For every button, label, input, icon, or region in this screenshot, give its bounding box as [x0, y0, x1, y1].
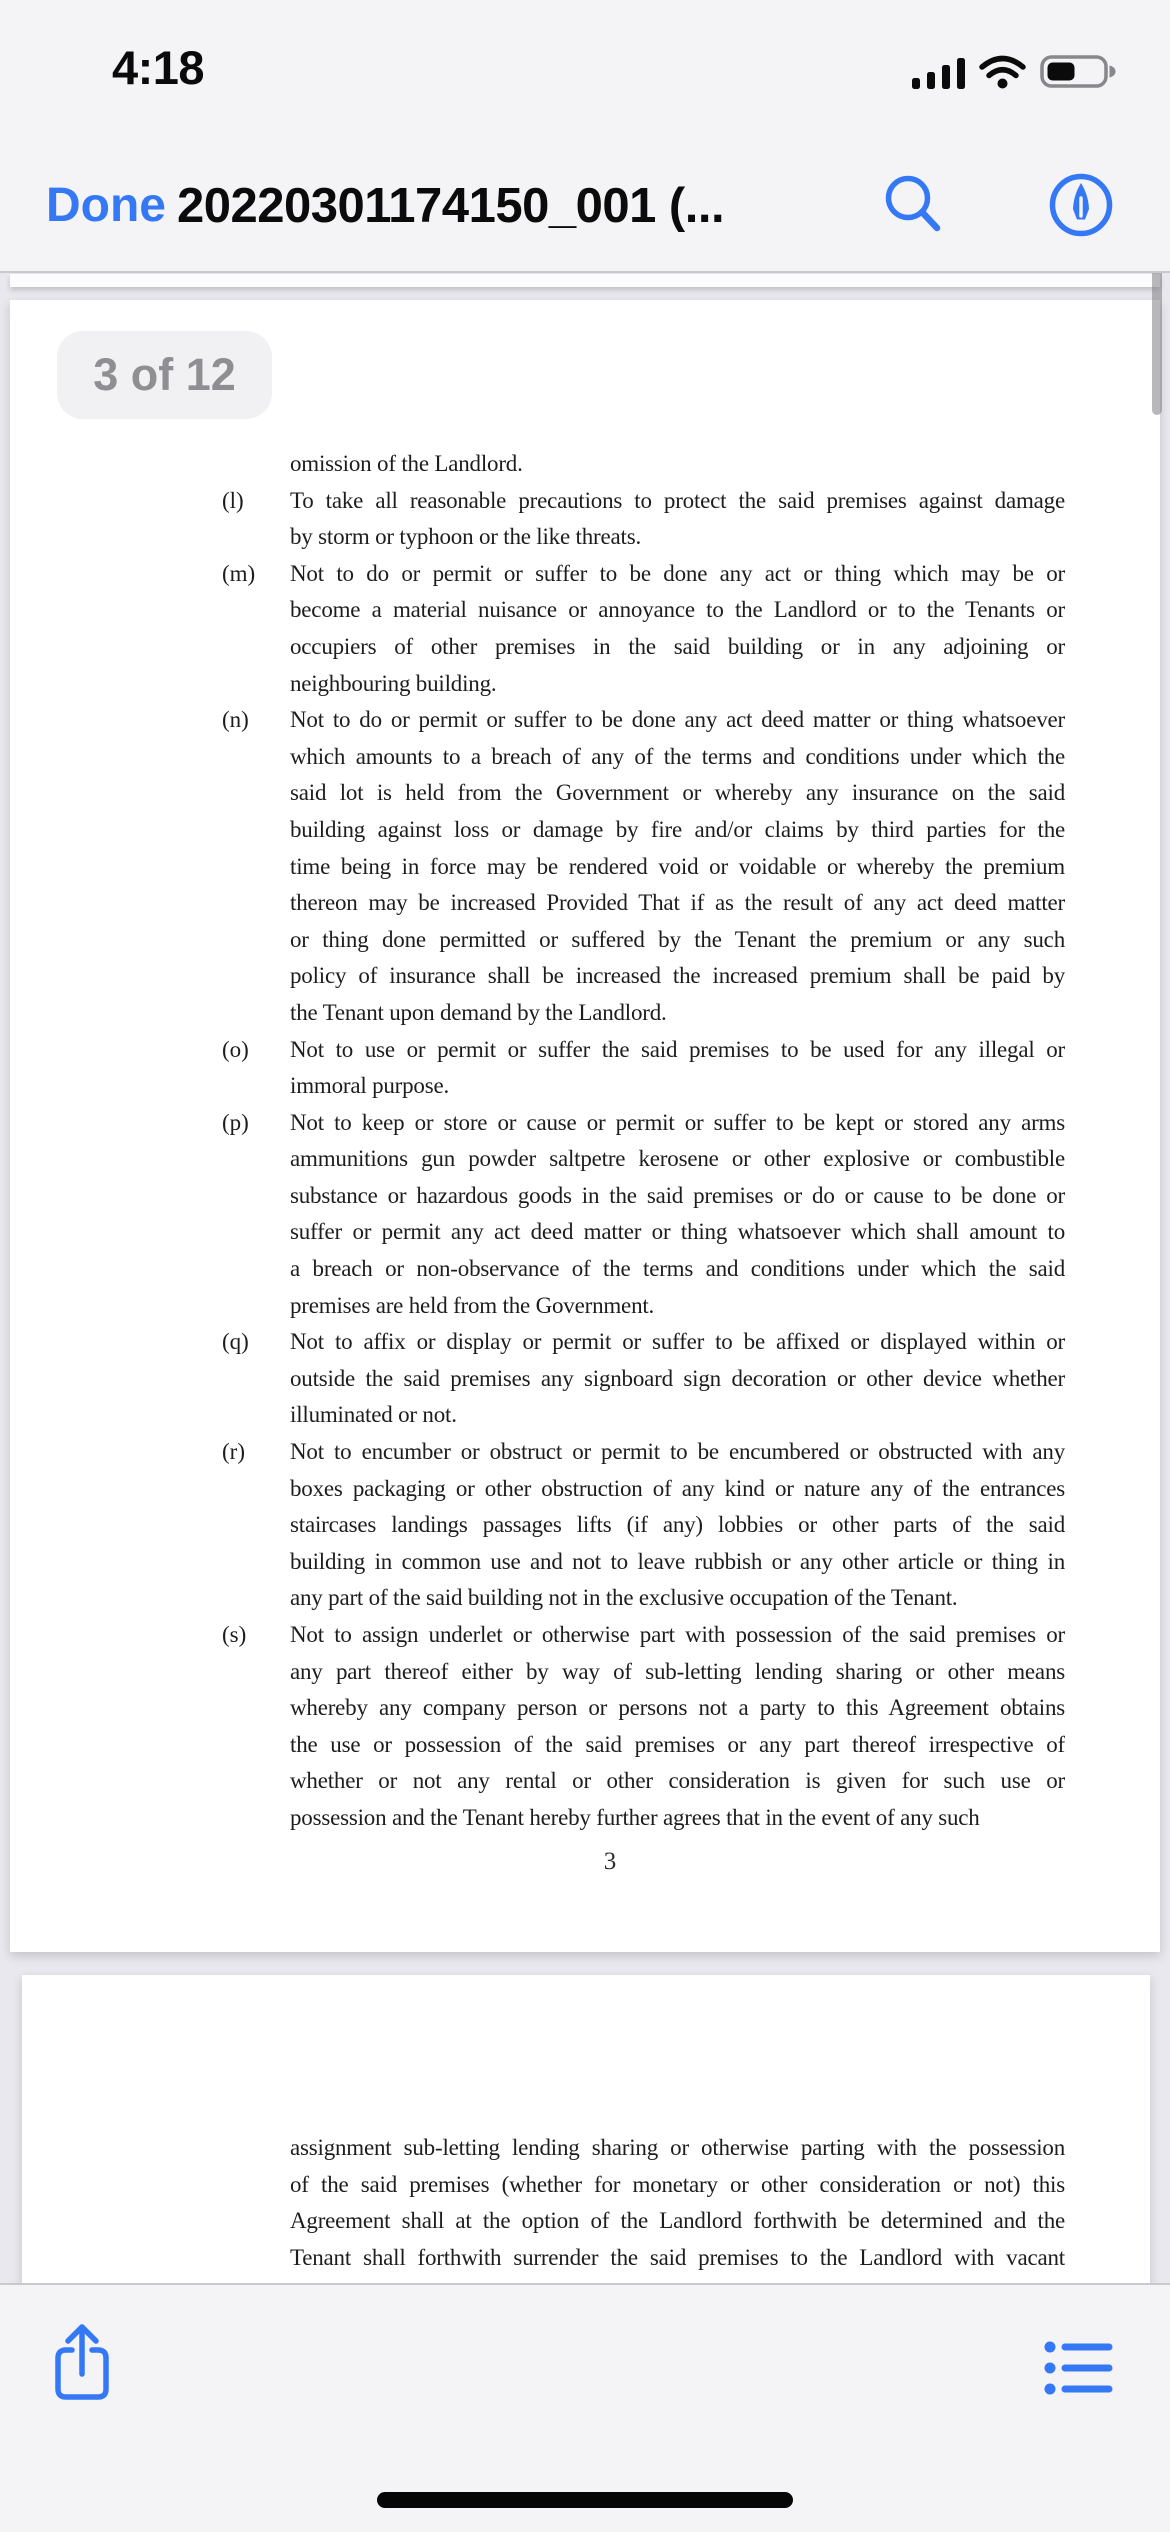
clause-label: (q) [222, 1329, 249, 1355]
clause-body [290, 1032, 1065, 1105]
document-text-line: or thing done permitted or suffered by the Tenant the premium or any such [290, 926, 1065, 952]
search-button[interactable] [878, 170, 950, 247]
document-text-line: of the said premises (whether for monetary or other consideration or not) this [290, 2171, 1065, 2197]
document-text-line: Not to affix or display or permit or suffer to be affixed or displayed within or [290, 1329, 1065, 1355]
clause-row [210, 702, 1065, 1031]
document-text-line: Not to encumber or obstruct or permit to be encumbered or obstructed with any [290, 1439, 1065, 1465]
clause-row [210, 556, 1065, 702]
document-scroll-area[interactable] [0, 273, 1170, 2283]
document-text-line: Not to keep or store or cause or permit or suffer to be kept or stored any arms [290, 1109, 1065, 1135]
document-text-line: Tenant shall forthwith surrender the said premises to the Landlord with vacant [290, 2244, 1065, 2270]
markup-button[interactable] [1046, 170, 1116, 245]
markup-pen-icon [1046, 227, 1116, 244]
document-text-line: omission of the Landlord. [290, 451, 523, 476]
search-icon [878, 229, 950, 246]
document-text-line: Agreement shall at the option of the Landlord forthwith be determined and the [290, 2208, 1065, 2234]
document-text-line: immoral purpose. [290, 1073, 450, 1099]
previous-page-bottom-edge [10, 274, 1160, 287]
document-text-line: the Tenant upon demand by the Landlord. [290, 999, 667, 1025]
clause-body [290, 1324, 1065, 1434]
document-text-line: boxes packaging or other obstruction of any kind or nature any of the entrances [290, 1475, 1065, 1501]
document-text-line: become a material nuisance or annoyance to the Landlord or to the Tenants or [290, 597, 1065, 623]
document-text-line: Not to do or permit or suffer to be done any act deed matter or thing whatsoever [290, 707, 1065, 733]
document-text-line: substance or hazardous goods in the said premises or do or cause to be done or [290, 1182, 1065, 1208]
document-text-line: possession and the Tenant hereby further agrees that in the event of any such [290, 1804, 980, 1830]
document-text-line: said lot is held from the Government or whereby any insurance on the said [290, 780, 1065, 806]
document-title: 20220301174150_001 (... [177, 179, 725, 233]
cellular-signal-icon [912, 54, 965, 94]
document-text-line: by storm or typhoon or the like threats. [290, 524, 641, 550]
document-text-line: a breach or non-observance of the terms and conditions under which the said [290, 1256, 1065, 1282]
clause-label [210, 446, 290, 483]
document-text-line: building against loss or damage by fire and/or claims by third parties for the [290, 816, 1065, 842]
clause-label: (m) [222, 560, 256, 586]
battery-icon [1040, 54, 1118, 94]
document-text-line: any part of the said building not in the exclusive occupation of the Tenant. [290, 1585, 958, 1611]
clause-row [210, 446, 1065, 483]
clause-body [290, 556, 1065, 702]
pdf-page-4 [22, 1975, 1150, 2305]
pdf-page-3 [10, 300, 1160, 1952]
document-text-line: Not to do or permit or suffer to be done any act or thing which may be or [290, 560, 1065, 586]
document-text-line: assignment sub-letting lending sharing or otherwise parting with the possession [290, 2135, 1065, 2160]
document-text-line: building in common use and not to leave rubbish or any other article or thing in [290, 1548, 1065, 1574]
document-text-line: suffer or permit any act deed matter or thing whatsoever which shall amount to [290, 1219, 1065, 1245]
clause-body [290, 1617, 1065, 1837]
document-text-line: the use or possession of the said premises or any part thereof irrespective of [290, 1731, 1065, 1757]
document-text-line: which amounts to a breach of any of the terms and conditions under which the [290, 743, 1065, 769]
document-text-line: premises are held from the Government. [290, 1292, 655, 1318]
document-text-line: policy of insurance shall be increased the increased premium shall be paid by [290, 963, 1065, 989]
document-text-line: Not to use or permit or suffer the said premises to be used for any illegal or [290, 1036, 1065, 1062]
document-text-line: illuminated or not. [290, 1402, 457, 1428]
document-text-line: Not to assign underlet or otherwise part with possession of the said premises or [290, 1622, 1065, 1647]
clause-label: (o) [222, 1036, 249, 1062]
document-text-line: staircases landings passages lifts (if any) lobbies or other parts of the said [290, 1512, 1065, 1538]
page4-text [290, 2130, 1065, 2276]
done-button[interactable]: Done [46, 179, 166, 232]
table-of-contents-button[interactable] [1043, 2337, 1115, 2404]
clause-row [210, 1324, 1065, 1434]
document-text-line: To take all reasonable precautions to protect the said premises against damage [290, 487, 1065, 513]
clause-label: (n) [222, 707, 249, 733]
clause-body [290, 702, 1065, 1031]
share-icon [50, 2391, 114, 2408]
share-button[interactable] [50, 2318, 114, 2409]
clause-label: (r) [222, 1439, 245, 1465]
clause-body [290, 483, 1065, 556]
document-text-line: thereon may be increased Provided That if as the result of any act deed matter [290, 890, 1065, 916]
document-text-line: neighbouring building. [290, 670, 497, 696]
document-text-line: ammunitions gun powder saltpetre kerosene or other explosive or combustible [290, 1146, 1065, 1172]
clause-body [290, 1105, 1065, 1325]
document-text-line: time being in force may be rendered void or voidable or whereby the premium [290, 853, 1065, 879]
clause-label: (p) [222, 1109, 249, 1135]
status-bar-icons [912, 54, 1118, 94]
clause-row [210, 483, 1065, 556]
document-text-line: any part thereof either by way of sub-letting lending sharing or other means [290, 1658, 1065, 1684]
nav-bar [0, 168, 1170, 244]
clause-row [210, 1032, 1065, 1105]
clause-body [290, 1434, 1065, 1617]
wifi-icon [979, 54, 1026, 94]
list-bullet-icon [1043, 2386, 1115, 2403]
home-indicator[interactable] [377, 2492, 793, 2508]
document-text-line: whereby any company person or persons not a party to this Agreement obtains [290, 1695, 1065, 1721]
clause-label: (l) [222, 487, 244, 513]
clause-body [290, 446, 1065, 483]
clause-label: (s) [222, 1622, 247, 1647]
document-text-line: outside the said premises any signboard sign decoration or other device whether [290, 1365, 1065, 1391]
page3-text [210, 446, 1065, 1837]
document-text-line: whether or not any rental or other consideration is given for such use or [290, 1768, 1065, 1794]
header [0, 0, 1170, 273]
page-indicator-badge: 3 of 12 [57, 331, 272, 419]
page3-footer-page-number: 3 [603, 1848, 617, 1875]
clause-row [210, 1617, 1065, 1837]
document-text-line: occupiers of other premises in the said building or in any adjoining or [290, 633, 1065, 659]
clause-row [210, 1105, 1065, 1325]
clause-row [210, 1434, 1065, 1617]
status-bar-time: 4:18 [111, 41, 205, 94]
